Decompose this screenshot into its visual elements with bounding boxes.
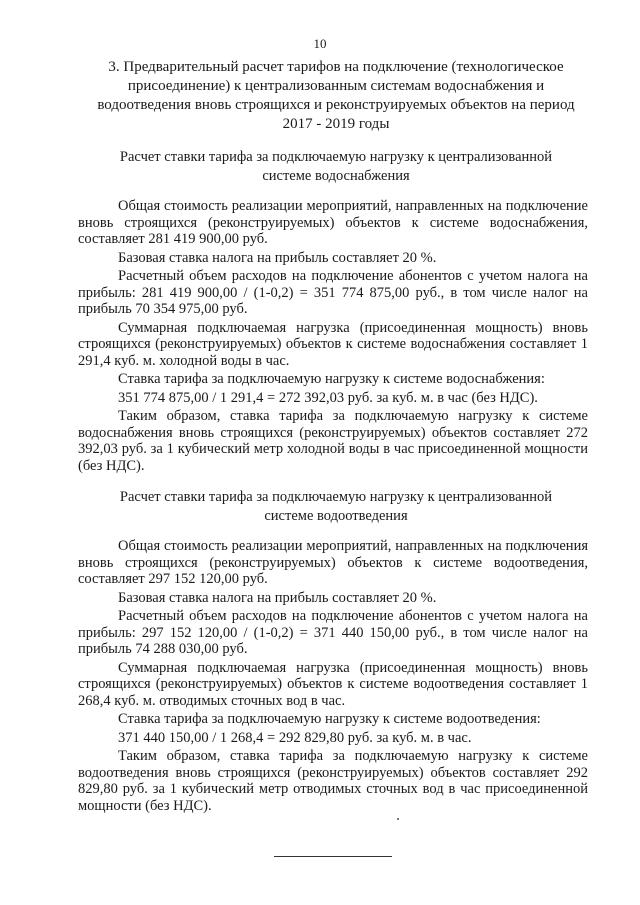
paragraph: Расчетный объем расходов на подключение абонентов с учетом налога на прибыль: 281 419 900,00 / (1-0,2) = 351 774 875,00 руб., в том числе налог на прибыль 70 354 975,00 руб. [78,268,588,317]
paragraph: Расчетный объем расходов на подключение абонентов с учетом налога на прибыль: 297 152 120,00 / (1-0,2) = 371 440 150,00 руб., в том числе налог на прибыль 74 288 030,00 руб. [78,608,588,657]
paragraph: Базовая ставка налога на прибыль составляет 20 %. [118,589,437,606]
end-rule [274,856,392,857]
section-title: 3. Предварительный расчет тарифов на подключение (технологическое присоединение) к централизованным системам водоснабжения и водоотведения вновь строящихся и реконструируемых объектов на период 2017 - 2019 годы [97,59,575,132]
formula: 351 774 875,00 / 1 291,4 = 272 392,03 руб. за куб. м. в час (без НДС). [118,389,538,406]
water-supply-body [78,198,588,474]
wastewater-heading: Расчет ставки тарифа за подключаемую нагрузку к централизованной системе водоотведения [119,489,553,524]
paragraph: Ставка тарифа за подключаемую нагрузку к системе водоснабжения: [118,371,545,387]
scan-speck [397,818,399,820]
paragraph: Общая стоимость реализации мероприятий, направленных на подключения вновь строящихся (реконструируемых) объектов к системе водоотведения, составляет 297 152 120,00 руб. [78,538,588,587]
wastewater-body [78,538,588,814]
paragraph: Ставка тарифа за подключаемую нагрузку к системе водоотведения: [118,711,541,727]
paragraph: Таким образом, ставка тарифа за подключаемую нагрузку к системе водоснабжения вновь строящихся (реконструируемых) объектов составляет 272 392,03 руб. за 1 кубический метр холодной воды в час присоединенной мощности (без НДС). [78,408,588,474]
paragraph: Суммарная подключаемая нагрузка (присоединенная мощность) вновь строящихся (реконструируемых) объектов к системе водоснабжения составляет 1 291,4 куб. м. холодной воды в час. [78,319,588,369]
page-number: 10 [313,36,327,51]
paragraph: Базовая ставка налога на прибыль составляет 20 %. [118,249,437,266]
paragraph: Общая стоимость реализации мероприятий, направленных на подключение вновь строящихся (реконструируемых) объектов к системе водоснабжения, составляет 281 419 900,00 руб. [78,198,588,247]
paragraph: Таким образом, ставка тарифа за подключаемую нагрузку к системе водоотведения вновь строящихся (реконструируемых) объектов составляет 292 829,80 руб. за 1 кубический метр отводимых сточных вод в час присоединенной мощности (без НДС). [78,748,588,814]
formula: 371 440 150,00 / 1 268,4 = 292 829,80 руб. за куб. м. в час. [118,729,472,746]
paragraph: Суммарная подключаемая нагрузка (присоединенная мощность) вновь строящихся (реконструируемых) объектов к системе водоотведения составляет 1 268,4 куб. м. отводимых сточных вод в час. [78,659,588,709]
water-supply-heading: Расчет ставки тарифа за подключаемую нагрузку к централизованной системе водоснабжения [119,149,553,184]
